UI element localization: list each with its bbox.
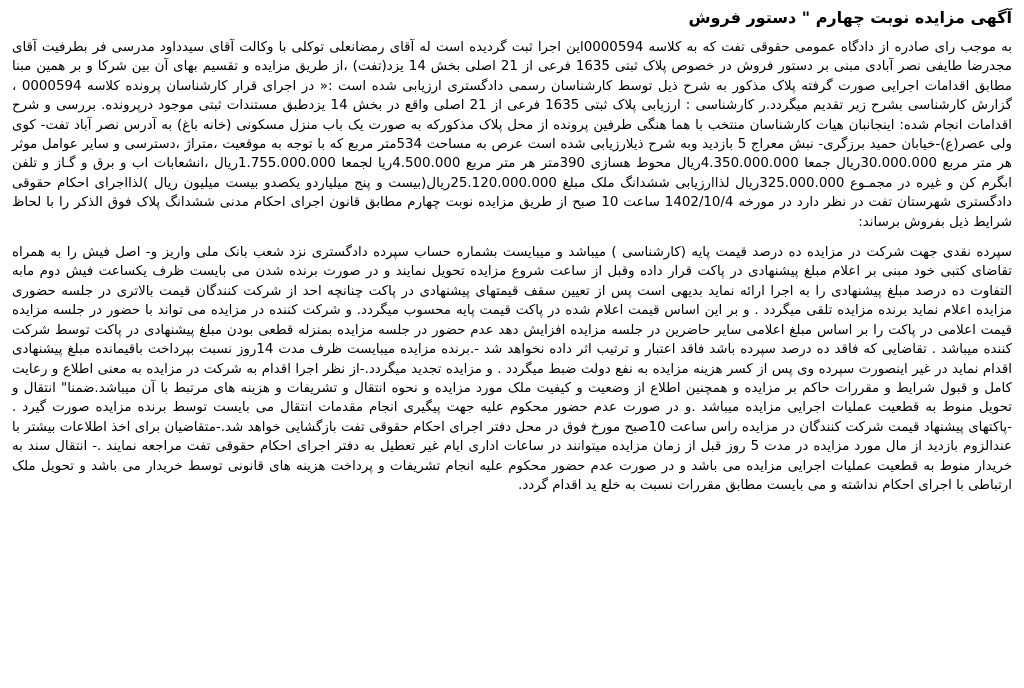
notice-title: آگهی مزایده نوبت چهارم " دستور فروش [688,8,1012,27]
notice-paragraph-details: به موجب رای صادره از دادگاه عمومی حقوقی تفت که به کلاسه 0000594این اجرا ثبت گردیده است له آقای رمضانعلی توکلی با وکالت آقای سیدداود مدرسی فر بطرفیت آقای مجدرضا طایفی نصر آبادی مبنی بر دستور فروش در خصوص پلاک ثبتی 1635 فرعی از 21 اصلی بخش 14 یزد(تفت) ،از طریق مزایده و تقسیم بهای آن بین شرکا و بر همین مبنا مطابق اقدامات اجرایی صورت گرفته پلاک مذکور به شرح ذیل توسط کارشناسان رسمی دادگستری ارزیابی شده است :« در اجرای قرار کارشناسان پرونده کلاسه 0000594 ، گزارش کارشناسی بشرح زیر تقدیم میگردد.ر کارشناسی : ارزیابی پلاک ثبتی 1635 فرعی از 21 اصلی واقع در بخش 14 یزدطبق مستندات ثبتی موجود درپرونده. بررسی و شرح اقدامات انجام شده: اینجانبان هیات کارشناسان منتخب با هما هنگی طرفین پرونده از محل پلاک مذکورکه به صورت یک باب منزل مسکونی (خانه باغ) به آدرس نصر آباد تفت- کوی ولی عصر(ع)-خیابان حمید برزگری- نبش معراج 5 بازدید وبه شرح ذیلارزیابی شده است عرص به مساحت 534متر مربع که با توجه به موقعیت ،متراژ ،دسترسی و سایر عوامل موثر هر متر مربع 30.000.000ریال جمعا 4.350.000.000ریال محوط هسازی 390متر هر متر مربع 4.500.000ریا لجمعا 1.755.000.000ریال ،انشعابات اب و برق و گـاز و تلفن ابگرم کن و غیره در مجمـوع 325.000.000ریال لذاارزیابی ششدانگ ملک مبلغ 25.120.000.000ریال(بیست و پنج میلیاردو یکصدو بیست میلیون ریال )لذااجرای احکام حقوقی دادگستری شهرستان تفت در نظر دارد در مورخه 1402/10/4 ساعت 10 صبح از طریق مزایده نوبت چهارم مطابق قانون اجرای احکام مدنی ششدانگ پلاک فوق الذکر را با لحاظ شرایط ذیل بفروش برساند: [12,40,1013,230]
notice-paragraph-conditions: سپرده نقدی جهت شرکت در مزایده ده درصد قیمت پایه (کارشناسی ) میباشد و میبایست بشماره حساب سپرده دادگستری نزد شعب بانک ملی واریز و- اصل فیش را به همراه تقاضای کتبی خود مبنی بر اعلام مبلغ پیشنهادی در پاکت قرار داده وقبل از ساعت شروع مزایده تحویل نمایند و در صورت برنده شدن می بایست ظرف یکساعت فیش دوم مابه التفاوت ده درصد مبلغ پیشنهادی را به اجرا ارائه نماید بدیهی است پس از تعیین سقف قیمتهای پیشنهادی در پاکت چنانچه احد از شرکت کنندگان قیمت بالاتری در جلسه حضوری مزایده اعلام نماید برنده مزایده تلقی میگردد . و بر این اساس قیمت اعلام شده در پاکت قیمت پایه محسوب میگردد. و شرکت کننده در مزایده می تواند با حضور در جلسه مزایده قیمت اعلامی در پاکت را بر اساس مبلغ اعلامی سایر حاضرین در جلسه مزایده افزایش دهد عدم حضور در جلسه مزایده بمنزله قطعی بودن مبلغ پیشنهادی در پاکت توسط شرکت کننده میباشد . تقاضایی که فاقد ده درصد سپرده باشد فاقد اعتبار و ترتیب اثر داده نخواهد شد -.برنده مزایده میبایست ظرف مدت 14روز نسبت بپرداخت باقیمانده مبلغ پیشنهادی اقدام نماید در غیر اینصورت سپرده وی پس از کسر هزینه مزایده به نفع دولت ضبط میگردد . و مزایده تجدید میگردد.-از نظر اجرا اقدام به شرکت در مزایده به معنی اطلاع و رعایت کامل و قبول شرایط و مقررات حاکم بر مزایده و همچنین اطلاع از وضعیت و کیفیت ملک مورد مزایده و نحوه انتقال و تشریفات و هزینه های مرتبط با آن میباشد.ضمنا" انتقال و تحویل منوط به قطعیت عملیات اجرایی مزایده میباشد .و در صورت عدم حضور محکوم علیه جهت پیگیری انجام مقدمات انتقال می بایست توسط برنده مزایده صورت گیرد . -پاکتهای پیشنهاد قیمت شرکت کنندگان در مزایده راس ساعت 10صبح مورخ فوق در محل دفتر اجرای احکام حقوقی تفت بازگشایی خواهد شد.-متقاضیان برای اخذ اطلاعات بیشتر با عندالزوم بازدید از مال مورد مزایده در مدت 5 روز قبل از زمان مزایده میتوانند در ساعات اداری ایام غیر تعطیل به دفتر اجرای احکام حقوقی تفت مراجعه نمایند .- انتقال سند به خریدار منوط به قطعیت عملیات اجرایی مزایده می باشد و در صورت عدم حضور محکوم علیه انجام تشریفات و پرداخت هزینه های قانونی توسط خریدار می باشد و تحویل ملک ارتباطی با اجرای احکام نداشته و می بایست مطابق مقررات نسبت به خلع ید اقدام گردد. [12,245,1013,493]
